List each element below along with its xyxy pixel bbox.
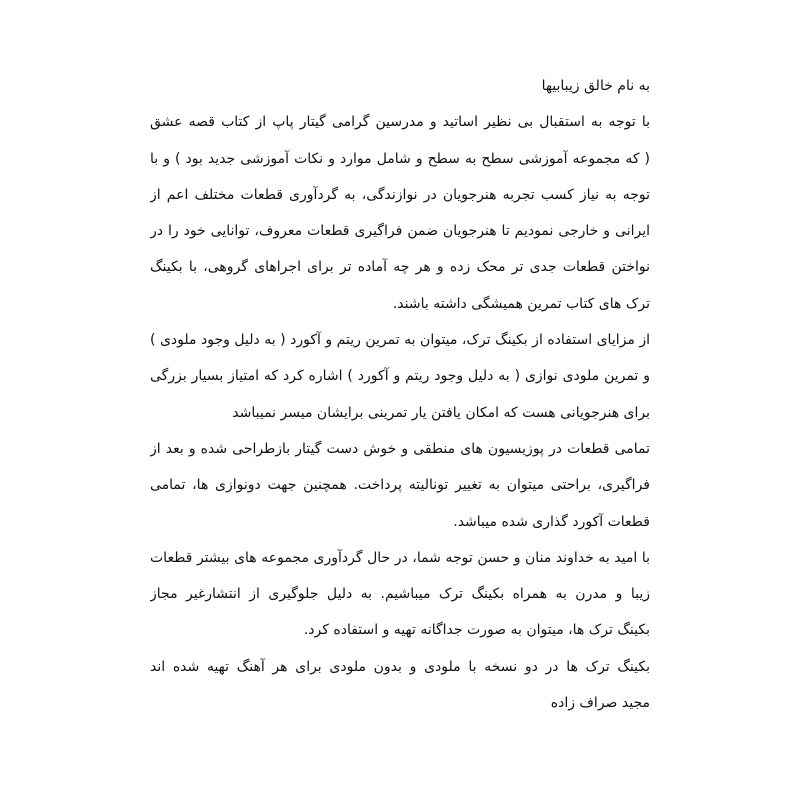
text-line: برای هنرجویانی هست که امکان یافتن یار تمرینی برایشان میسر نمیباشد [232, 404, 650, 421]
text-line: زیبا و مدرن به همراه بکینگ ترک میباشیم. به دلیل جلوگیری از انتشارغیر مجاز [150, 586, 650, 603]
text-line: بکینگ ترک ها در دو نسخه با ملودی و بدون ملودی برای هر آهنگ تهیه شده اند [150, 658, 650, 675]
text-line: ( که مجموعه آموزشی سطح به سطح و شامل موارد و نکات آموزشی جدید بود ) و با [150, 150, 650, 167]
text-line: ایرانی و خارجی نمودیم تا هنرجویان ضمن فراگیری قطعات معروف، توانایی خود را در [150, 223, 650, 240]
text-line: توجه به نیاز کسب تجربه هنرجویان در نوازندگی، به گردآوری قطعات مختلف اعم از [150, 186, 650, 203]
signature-line: مجید صراف زاده [550, 695, 650, 712]
text-line: قطعات آکورد گذاری شده میباشد. [453, 513, 650, 530]
text-line: بکینگ ترک ها، میتوان به صورت جداگانه تهیه و استفاده کرد. [303, 622, 650, 639]
heading-line: به نام خالق زیبابیها [541, 78, 650, 94]
text-line: با توجه به استقبال بی نظیر اساتید و مدرسین گرامی گیتار پاپ از کتاب قصه عشق [150, 114, 650, 131]
text-line: ترک های کتاب تمرین همیشگی داشته باشند. [392, 295, 650, 312]
document-body [150, 68, 650, 721]
text-line: از مزایای استفاده از بکینگ ترک، میتوان به تمرین ریتم و آکورد ( به دلیل وجود ملودی ) [150, 332, 650, 349]
text-line: تمامی قطعات در پوزیسیون های منطقی و خوش دست گیتار بازطراحی شده و بعد از [150, 440, 650, 457]
text-line: با امید به خداوند منان و حسن توجه شما، در حال گردآوری مجموعه های بیشتر قطعات [150, 549, 650, 566]
text-line: فراگیری، براحتی میتوان به تغییر تونالیته پرداخت. همچنین جهت دونوازی ها، تمامی [150, 477, 650, 494]
text-line: نواختن قطعات جدی تر محک زده و هر چه آماده تر برای اجراهای گروهی، با بکینگ [150, 259, 650, 276]
text-line: و تمرین ملودی نوازی ( به دلیل وجود ریتم و آکورد ) اشاره کرد که امتیاز بسیار بزرگی [150, 368, 650, 385]
